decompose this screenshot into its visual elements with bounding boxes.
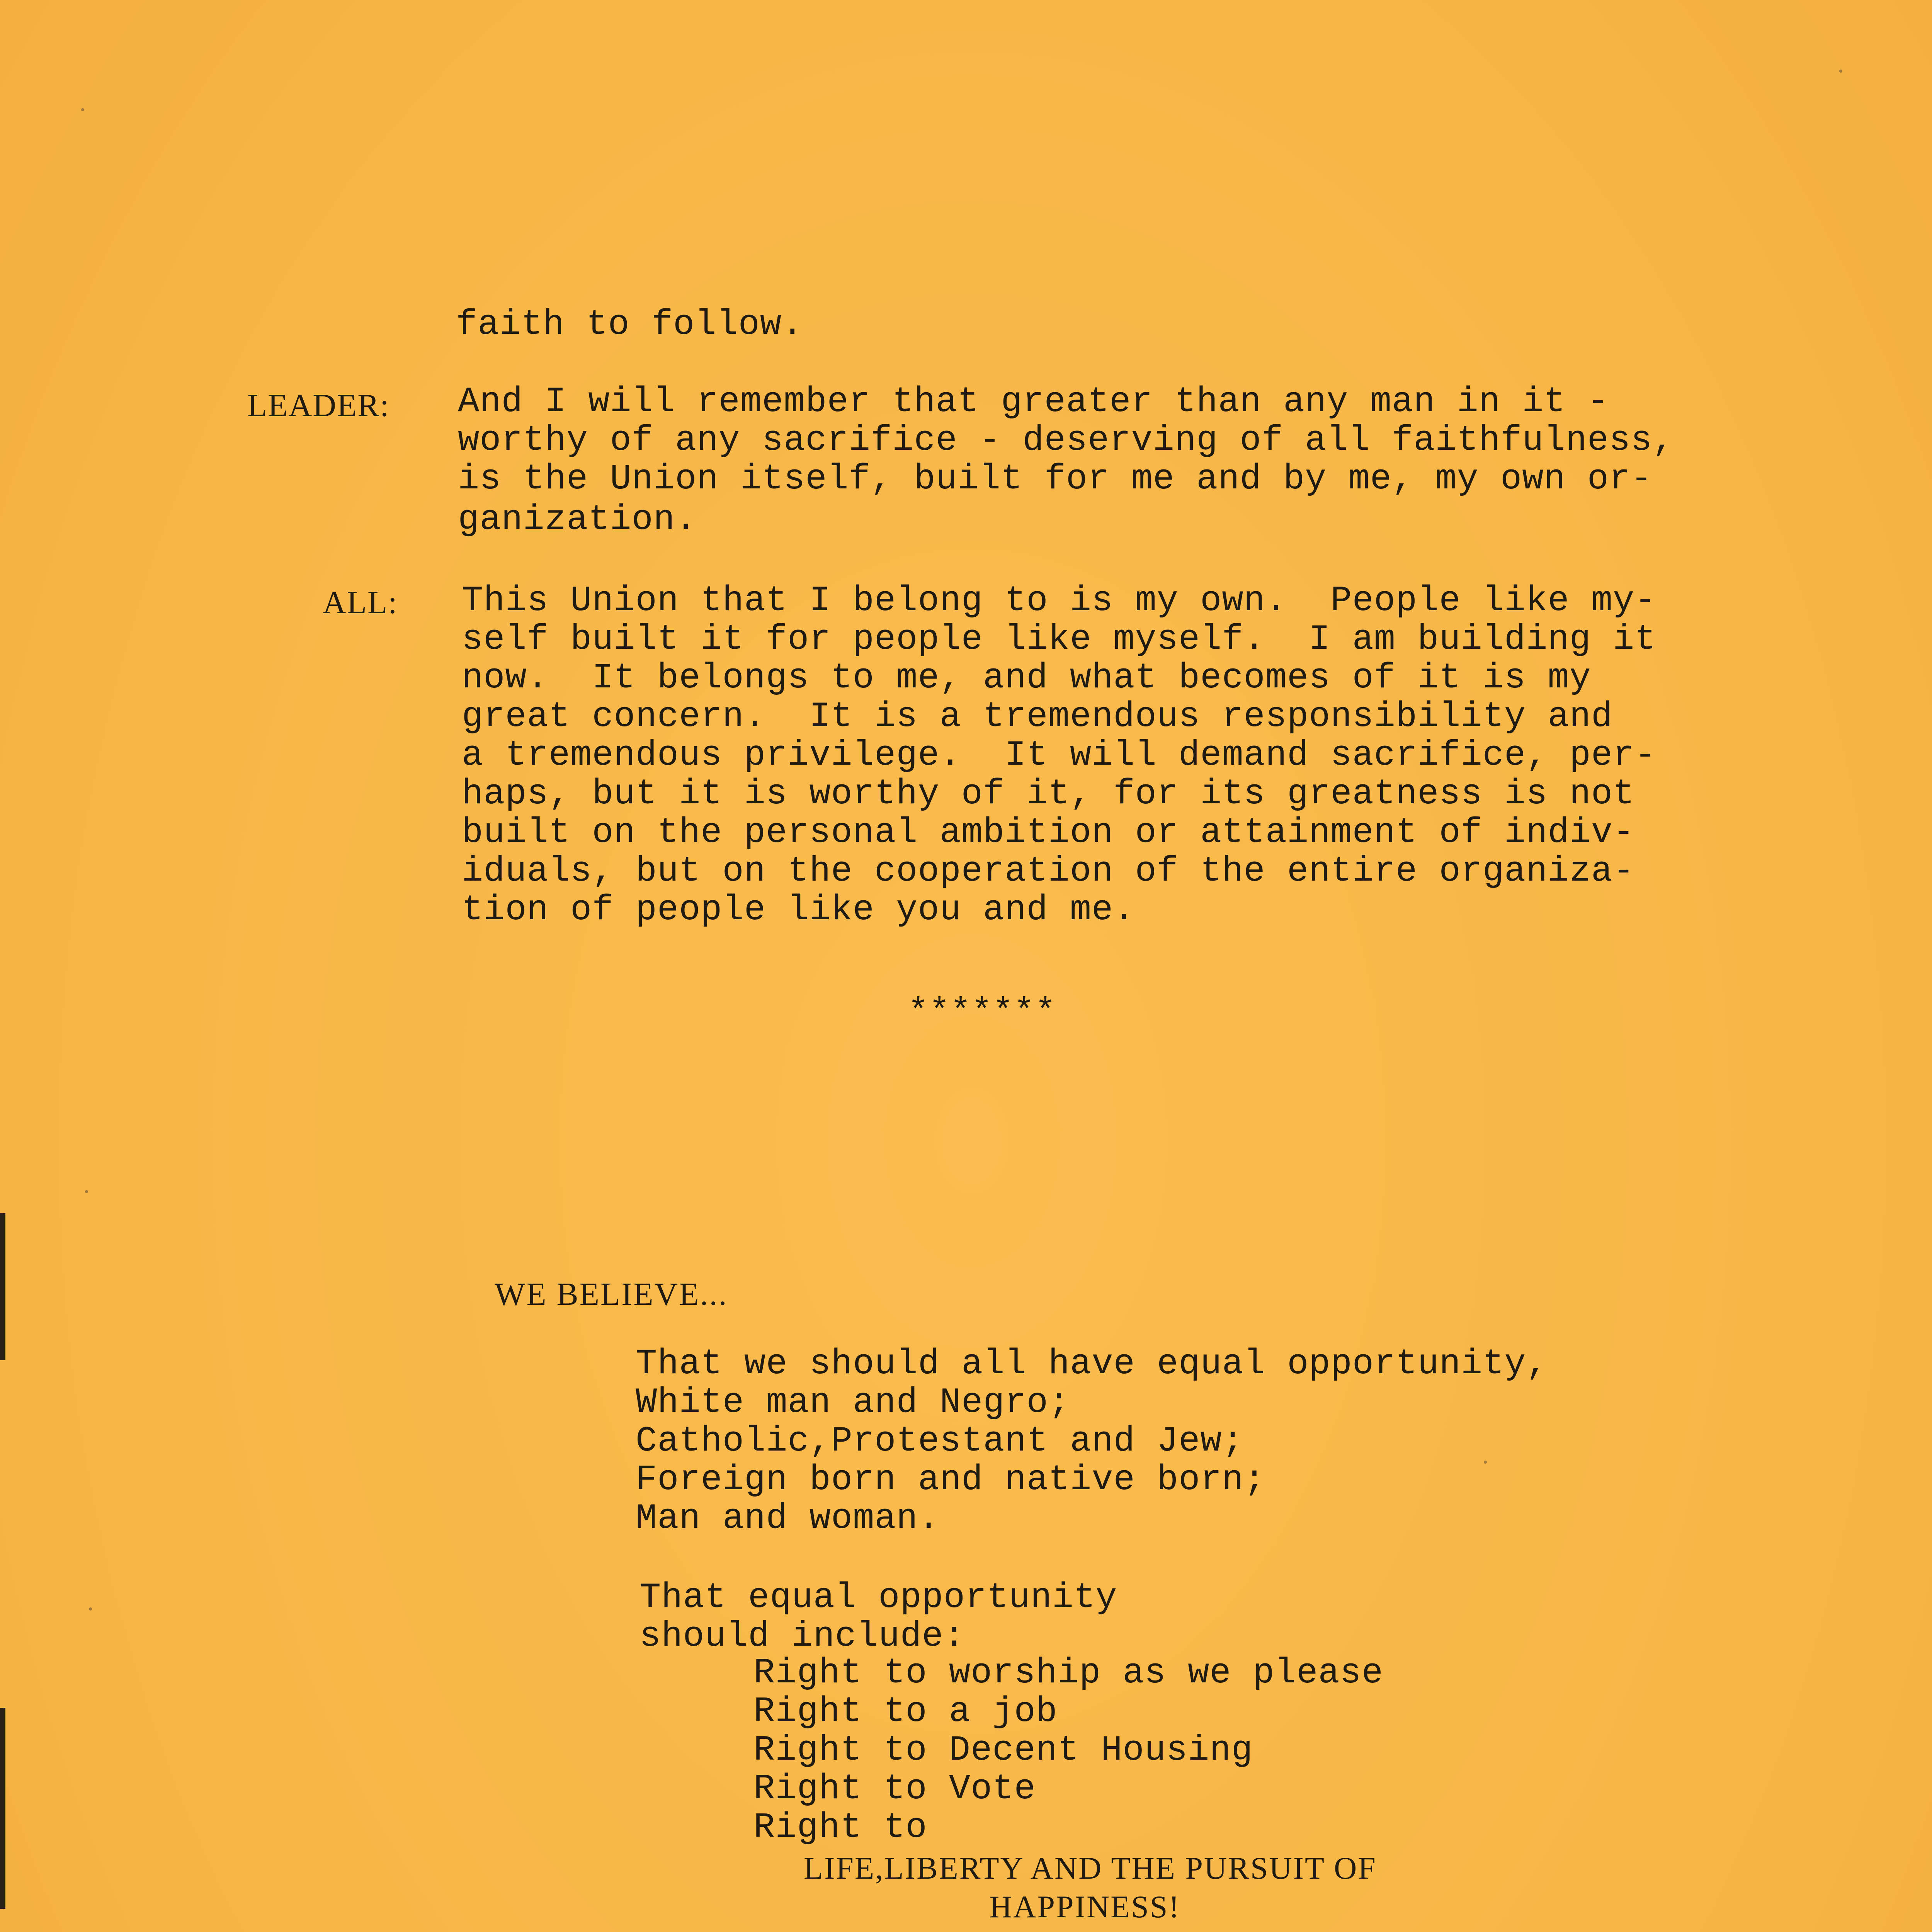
belief-line: That equal opportunity	[639, 1577, 1117, 1618]
all-line: built on the personal ambition or attainment of indiv-	[462, 812, 1635, 853]
leader-line: ganization.	[458, 499, 697, 540]
leader-line: worthy of any sacrifice - deserving of all faithfulness,	[458, 420, 1674, 461]
all-line: This Union that I belong to is my own. People like my-	[462, 580, 1656, 621]
closing-line: LIFE,LIBERTY AND THE PURSUIT OF	[804, 1850, 1377, 1886]
all-line: a tremendous privilege. It will demand sacrifice, per-	[462, 735, 1656, 776]
belief-line: That we should all have equal opportunity,	[636, 1344, 1548, 1384]
all-line: now. It belongs to me, and what becomes of it is my	[462, 658, 1591, 698]
paper-speck	[81, 108, 84, 111]
right-item: Right to Vote	[753, 1769, 1036, 1809]
right-item: Right to	[753, 1807, 927, 1848]
belief-line: Catholic,Protestant and Jew;	[636, 1421, 1244, 1461]
binding-edge-mark	[0, 1213, 5, 1360]
paper-speck	[89, 1607, 92, 1611]
belief-line: White man and Negro;	[636, 1382, 1070, 1423]
right-item: Right to Decent Housing	[753, 1730, 1253, 1770]
paper-speck	[85, 1190, 88, 1193]
all-line: self built it for people like myself. I am building it	[462, 619, 1656, 660]
continuation-line: faith to follow.	[456, 304, 804, 345]
binding-edge-mark	[0, 1708, 5, 1909]
all-speaker-label: ALL:	[323, 585, 398, 621]
belief-line: should include:	[639, 1616, 966, 1656]
belief-line: Foreign born and native born;	[636, 1459, 1266, 1500]
all-line: iduals, but on the cooperation of the entire organiza-	[462, 851, 1635, 891]
belief-line: Man and woman.	[636, 1498, 940, 1539]
paper-speck	[1484, 1461, 1487, 1464]
closing-line: HAPPINESS!	[989, 1889, 1180, 1924]
leader-line: is the Union itself, built for me and by me, my own or-	[458, 459, 1653, 499]
we-believe-heading: WE BELIEVE...	[495, 1276, 728, 1312]
all-line: haps, but it is worthy of it, for its greatness is not	[462, 774, 1635, 814]
right-item: Right to a job	[753, 1691, 1058, 1732]
right-item: Right to worship as we please	[753, 1653, 1384, 1693]
section-separator: *******	[908, 993, 1056, 1031]
leader-speaker-label: LEADER:	[247, 388, 390, 423]
leader-line: And I will remember that greater than any man in it -	[458, 381, 1609, 422]
all-line: great concern. It is a tremendous responsibility and	[462, 696, 1613, 737]
all-line: tion of people like you and me.	[462, 889, 1135, 930]
paper-speck	[1839, 70, 1842, 73]
